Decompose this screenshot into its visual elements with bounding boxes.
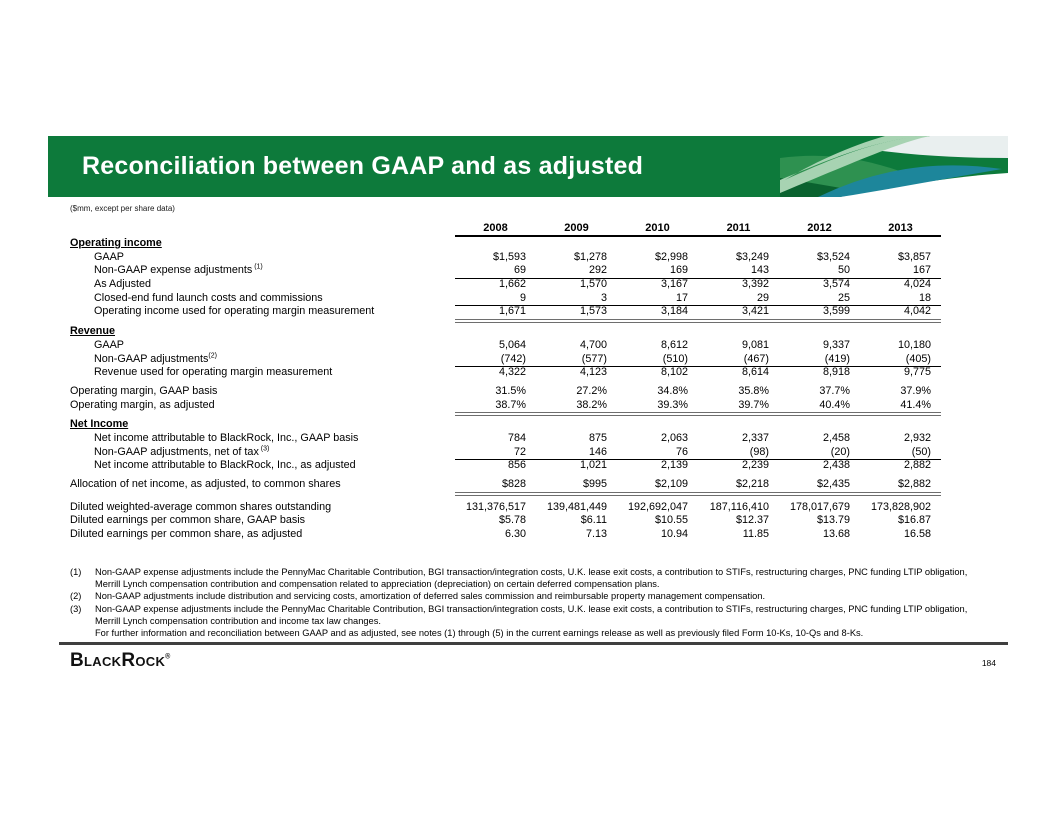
- cell: 143: [750, 264, 769, 277]
- cell: 3,421: [741, 305, 769, 318]
- row-label: Revenue used for operating margin measurement: [94, 366, 333, 379]
- cell: (577): [581, 352, 607, 365]
- cell: 1,570: [579, 278, 607, 291]
- registered-mark: ®: [165, 653, 171, 661]
- cell: 131,376,517: [465, 500, 526, 513]
- cell: 40.4%: [819, 398, 850, 411]
- cell: 8,614: [741, 366, 769, 379]
- cell: 41.4%: [900, 398, 931, 411]
- row-label: Non-GAAP expense adjustments $^{(1)}$: [94, 263, 263, 277]
- cell: 10,180: [897, 338, 931, 351]
- page-title: Reconciliation between GAAP and as adjusted: [82, 152, 644, 180]
- cell: $13.79: [816, 514, 850, 527]
- row-label: GAAP: [94, 250, 125, 263]
- row-label: Operating income used for operating margin measurement: [94, 305, 375, 318]
- cell: 1,573: [579, 305, 607, 318]
- row-label: Non-GAAP adjustments, net of tax $^{(3)}$: [94, 445, 270, 458]
- cell: 3,167: [660, 278, 688, 291]
- cell: 25: [837, 291, 850, 304]
- cell: 9,775: [903, 366, 931, 379]
- cell: 9,337: [822, 338, 850, 351]
- cell: 17: [675, 291, 688, 304]
- header-spacer: [70, 221, 455, 237]
- cell: 2,139: [660, 459, 688, 472]
- table-row: [70, 251, 941, 265]
- cell: 3,184: [660, 305, 688, 318]
- cell: $2,998: [654, 250, 688, 263]
- row-label: Non-GAAP adjustments$^{(2)}$: [94, 351, 217, 365]
- footnote: [70, 603, 991, 627]
- cell: $995: [582, 478, 607, 490]
- cell: 2,063: [660, 431, 688, 444]
- footnote: [70, 566, 991, 590]
- cell: 35.8%: [738, 384, 769, 397]
- blackrock-logo: BlackRock®: [70, 650, 171, 671]
- cell: 167: [912, 264, 931, 277]
- cell: (742): [500, 352, 526, 365]
- title-banner: [48, 136, 1008, 197]
- row-label: As Adjusted: [94, 278, 152, 291]
- cell: 38.2%: [576, 398, 607, 411]
- table-row: [70, 528, 941, 542]
- cell: $2,109: [654, 478, 688, 490]
- cell: 3,599: [822, 305, 850, 318]
- cell: 10.94: [660, 528, 688, 541]
- cell: 875: [588, 431, 607, 444]
- cell: 5,064: [498, 338, 526, 351]
- cell: (510): [662, 352, 688, 365]
- year-header: 2013: [888, 222, 913, 234]
- footnote: [70, 627, 991, 639]
- footnote-marker: (1): [252, 263, 263, 271]
- cell: 9: [519, 291, 526, 304]
- cell: 16.58: [903, 528, 931, 541]
- cell: 38.7%: [495, 398, 526, 411]
- footnotes: [70, 566, 991, 639]
- cell: 187,116,410: [709, 500, 769, 513]
- section-row: [70, 325, 941, 339]
- cell: 11.85: [742, 528, 769, 541]
- cell: 37.7%: [819, 384, 850, 397]
- table-row: [70, 353, 941, 367]
- table-header-row: [70, 221, 941, 237]
- cell: 34.8%: [657, 384, 688, 397]
- cell: 69: [513, 264, 526, 277]
- table-row: [70, 446, 941, 460]
- section-row: [70, 418, 941, 432]
- row-label: Net income attributable to BlackRock, Inc., as adjusted: [94, 459, 356, 472]
- cell: $10.55: [654, 514, 688, 527]
- cell: 8,102: [660, 366, 688, 379]
- table-row: [70, 514, 941, 528]
- cell: 37.9%: [900, 384, 931, 397]
- cell: 7.13: [585, 528, 607, 541]
- section-label: Net Income: [70, 418, 129, 431]
- cell: 50: [837, 264, 850, 277]
- cell: 3,574: [822, 278, 850, 291]
- cell: 856: [507, 459, 526, 472]
- year-header: 2010: [645, 222, 670, 234]
- footnote-marker: (2): [208, 351, 217, 359]
- row-label: GAAP: [94, 338, 125, 351]
- cell: $2,218: [735, 478, 769, 490]
- cell: 192,692,047: [627, 500, 688, 513]
- cell: 146: [588, 445, 607, 458]
- table-row: [70, 399, 941, 413]
- cell: 3: [600, 291, 607, 304]
- footnote-number: [70, 627, 95, 639]
- table-row: [70, 366, 941, 380]
- cell: $2,882: [897, 478, 931, 490]
- row-label: Allocation of net income, as adjusted, to common shares: [70, 478, 341, 490]
- table-row: [70, 478, 941, 492]
- cell: 4,322: [498, 366, 526, 379]
- cell: 1,021: [579, 459, 607, 472]
- footer-divider: [59, 642, 1008, 645]
- cell: 2,932: [903, 431, 931, 444]
- footnote-marker: (3): [258, 445, 270, 453]
- cell: 76: [675, 445, 688, 458]
- cell: $5.78: [498, 514, 526, 527]
- cell: (405): [905, 352, 931, 365]
- units-note: ($mm, except per share data): [70, 204, 175, 213]
- footnote-text: Non-GAAP adjustments include distribution and servicing costs, amortization of deferred sales commission and reimbursable property management compensation.: [95, 591, 766, 602]
- year-header: 2009: [564, 222, 589, 234]
- cell: $3,249: [735, 250, 769, 263]
- cell: 178,017,679: [789, 500, 850, 513]
- cell: $3,524: [816, 250, 850, 263]
- year-header: 2011: [726, 222, 751, 234]
- cell: 2,239: [741, 459, 769, 472]
- cell: $1,593: [492, 250, 526, 263]
- reconciliation-table: [70, 221, 941, 542]
- cell: 72: [513, 445, 526, 458]
- table-row: [70, 339, 941, 353]
- cell: 13.68: [822, 528, 850, 541]
- year-header: 2008: [483, 222, 508, 234]
- row-label: Diluted earnings per common share, as adjusted: [70, 528, 303, 541]
- row-label: Closed-end fund launch costs and commissions: [94, 291, 323, 304]
- row-label: Operating margin, GAAP basis: [70, 384, 218, 397]
- row-label: Diluted earnings per common share, GAAP basis: [70, 514, 306, 527]
- footnote-number: (3): [70, 603, 82, 614]
- cell: 139,481,449: [546, 500, 607, 513]
- table-row: [70, 264, 941, 278]
- section-label: Revenue: [70, 325, 116, 338]
- section-row: [70, 237, 941, 251]
- cell: 4,123: [579, 366, 607, 379]
- cell: 4,700: [579, 338, 607, 351]
- page-number: 184: [981, 658, 996, 668]
- cell: 2,458: [822, 431, 850, 444]
- table-row: [70, 501, 941, 515]
- footnote-text: For further information and reconciliation between GAAP and as adjusted, see notes (1) through (5) in the current earnings release as well as previously filed Form 10-Ks, 10-Qs and 8-Ks.: [95, 628, 864, 639]
- cell: 6.30: [504, 528, 526, 541]
- cell: 784: [507, 431, 526, 444]
- cell: 27.2%: [576, 384, 607, 397]
- table-row: [70, 305, 941, 319]
- footnote: [70, 590, 991, 602]
- cell: 4,042: [903, 305, 931, 318]
- cell: 1,662: [498, 278, 526, 291]
- cell: $16.87: [897, 514, 931, 527]
- cell: (98): [749, 445, 769, 458]
- footnote-number: (2): [70, 591, 82, 602]
- table-row: [70, 292, 941, 306]
- footnote-text: Non-GAAP expense adjustments include the PennyMac Charitable Contribution, BGI transaction/integration costs, U.K. lease exit costs, a contribution to STIFs, restructuring charges, PNC funding LTIP obligation, Merrill Lynch compensation contribution and compensation related to appreciation (depreciation) on certain deferred compensation plans.: [95, 567, 968, 590]
- cell: 39.7%: [738, 398, 769, 411]
- cell: 2,882: [903, 459, 931, 472]
- cell: 2,438: [822, 459, 850, 472]
- row-label: Net income attributable to BlackRock, Inc., GAAP basis: [94, 431, 359, 444]
- cell: (50): [911, 445, 931, 458]
- cell: 31.5%: [495, 384, 526, 397]
- cell: 4,024: [903, 278, 931, 291]
- cell: 9,081: [741, 338, 769, 351]
- cell: 1,671: [498, 305, 526, 318]
- cell: 29: [756, 291, 769, 304]
- cell: 8,612: [660, 338, 688, 351]
- table-row: [70, 278, 941, 292]
- cell: $3,857: [897, 250, 931, 263]
- cell: 39.3%: [657, 398, 688, 411]
- footnote-number: (1): [70, 567, 82, 577]
- cell: $828: [501, 478, 526, 490]
- cell: $6.11: [580, 514, 607, 527]
- cell: 18: [918, 291, 931, 304]
- cell: 292: [588, 264, 607, 277]
- cell: (20): [830, 445, 850, 458]
- cell: $12.37: [735, 514, 769, 527]
- table-row: [70, 459, 941, 473]
- cell: 173,828,902: [870, 500, 931, 513]
- table-row: [70, 432, 941, 446]
- cell: $1,278: [573, 250, 607, 263]
- cell: 2,337: [741, 431, 769, 444]
- cell: (467): [743, 352, 769, 365]
- cell: 8,918: [822, 366, 850, 379]
- row-label: Diluted weighted-average common shares outstanding: [70, 500, 332, 513]
- table-row: [70, 385, 941, 399]
- year-header: 2012: [807, 222, 832, 234]
- row-label: Operating margin, as adjusted: [70, 398, 215, 411]
- cell: (419): [824, 352, 850, 365]
- cell: $2,435: [816, 478, 850, 490]
- cell: 3,392: [741, 278, 769, 291]
- section-label: Operating income: [70, 237, 162, 249]
- footnote-text: Non-GAAP expense adjustments include the PennyMac Charitable Contribution, BGI transaction/integration costs, U.K. lease exit costs, a contribution to STIFs, restructuring charges, PNC funding LTIP obligation, Merrill Lynch compensation contribution and income tax law changes.: [95, 603, 968, 626]
- cell: 169: [669, 264, 688, 277]
